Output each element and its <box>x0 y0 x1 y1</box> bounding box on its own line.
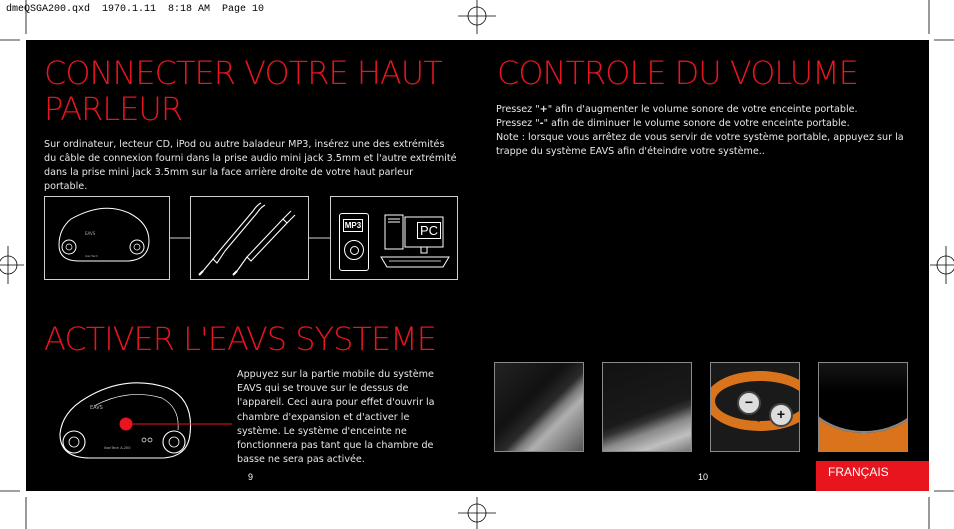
activate-paragraph <box>237 368 435 467</box>
speaker-icon <box>45 197 169 279</box>
volume-line-minus: Pressez "-" afin de diminuer le volume sonore de votre enceinte portable. <box>496 118 850 129</box>
language-tab: FRANÇAIS <box>816 461 929 491</box>
volume-minus-button: − <box>737 391 761 415</box>
connect-paragraph <box>44 138 458 194</box>
volume-photo-4 <box>818 362 908 452</box>
activate-paragraph-text: Appuyez sur la partie mobile du système EAVS qui se trouve sur le dessus de l'appareil. Ceci aura pour effet d'ouvrir la chambre d'expansion et d'activer le système. Le système d'enceinte ne fonctionnera pas tant que la chambre de basse ne sera pas activée. <box>237 369 435 466</box>
volume-photo-3 <box>710 362 800 452</box>
devices-diagram-box <box>330 196 458 280</box>
speaker-brand-label: EAVS <box>90 405 103 411</box>
pc-label: PC <box>417 222 441 239</box>
connect-paragraph-text: Sur ordinateur, lecteur CD, iPod ou autre baladeur MP3, insérez une des extrémités du câble de connexion fourni dans la prise audio mini jack 3.5mm et l'autre extrémité dans la prise mini jack 3.5mm sur la face arrière droite de votre haut parleur portable. <box>44 139 457 192</box>
page-number-right: 10 <box>698 472 709 482</box>
volume-vol-label: VOL <box>746 412 762 425</box>
speaker-diagram-box <box>44 196 170 280</box>
volume-note: Note : lorsque vous arrêtez de vous servir de votre système portable, appuyez sur la trappe du système EAVS afin d'éteindre votre système.. <box>496 132 904 157</box>
activate-heading: ACTIVER L'EAVS SYSTEME <box>44 320 436 358</box>
mp3-player-icon <box>339 213 369 271</box>
connect-heading-line2: PARLEUR <box>44 89 183 128</box>
connect-heading <box>44 56 442 128</box>
speaker-model-label: ikanTech A-200 <box>104 446 131 450</box>
connect-heading-line1: CONNECTER VOTRE HAUT <box>44 54 442 92</box>
mp3-label: MP3 <box>344 221 362 230</box>
volume-plus-button: + <box>769 403 793 427</box>
volume-photo-2 <box>602 362 692 452</box>
mp3-wheel-icon <box>344 240 364 260</box>
volume-photo-1 <box>494 362 584 452</box>
cable-diagram-box <box>190 196 309 280</box>
page-number-left: 9 <box>248 472 254 482</box>
pc-icon <box>377 213 453 271</box>
print-slug: dmeQSGA200.qxd 1970.1.11 8:18 AM Page 10 <box>6 4 265 15</box>
volume-paragraph <box>496 103 904 159</box>
svg-text:EAVS: EAVS <box>85 231 96 236</box>
speaker-top-illustration <box>56 370 232 468</box>
audio-cable-icon <box>191 197 308 279</box>
svg-text:ikanTech: ikanTech <box>85 254 98 258</box>
volume-line-plus: Pressez "+" afin d'augmenter le volume sonore de votre enceinte portable. <box>496 104 858 115</box>
volume-heading: CONTROLE DU VOLUME <box>497 54 858 92</box>
